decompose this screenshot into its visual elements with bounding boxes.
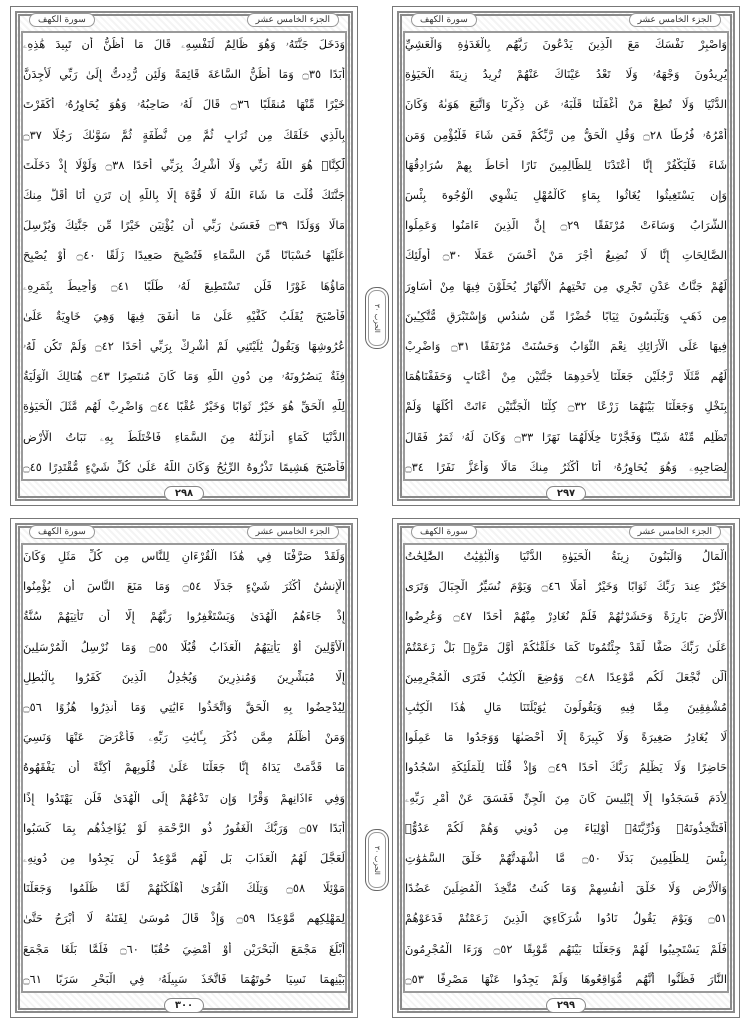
text-line: جَنَّتَكَ قُلْتَ مَا شَاءَ اللَّهُ لَا قُوَّةَ إِلَّا بِاللَّهِ إِن تَرَنِ أَنَا أَقَلَّ مِنكَ (23, 188, 345, 203)
juz-label: الجزء الخامس عشر (247, 13, 339, 27)
text-line: فَلَمْ يَسْتَجِيبُوا لَهُمْ وَجَعَلْنَا بَيْنَهُم مَّوْبِقًا ۝٥٢ وَرَءَا الْمُجْرِمُونَ (405, 941, 727, 956)
text-line: فِيهَا عَلَى الْأَرَائِكِ نِعْمَ الثَّوَابُ وَحَسُنَتْ مُرْتَفَقًا ۝٣١ وَاضْرِبْ (405, 339, 727, 354)
text-line: وَلَقَدْ صَرَّفْنَا فِي هَٰذَا الْقُرْءَانِ لِلنَّاسِ مِن كُلِّ مَثَلٍ وَكَانَ (23, 549, 345, 563)
page-number: ٢٩٧ (546, 486, 586, 501)
text-line: وَاصْبِرْ نَفْسَكَ مَعَ الَّذِينَ يَدْعُونَ رَبَّهُم بِالْغَدَوٰةِ وَالْعَشِيِّ (405, 37, 727, 51)
text-line: إِلَّا مُبَشِّرِينَ وَمُنذِرِينَ وَيُجَٰدِلُ الَّذِينَ كَفَرُوا بِالْبَٰطِلِ (23, 669, 345, 684)
text-line: لِأَدَمَ فَسَجَدُوا إِلَّا إِبْلِيسَ كَانَ مِنَ الْجِنِّ فَفَسَقَ عَنْ أَمْرِ رَبِّهِۦ (405, 790, 727, 805)
page-number: ٢٩٨ (164, 486, 204, 501)
text-line: إِذْ جَاءَهُمُ الْهُدَىٰ وَيَسْتَغْفِرُوا رَبَّهُمْ إِلَّا أَن تَأْتِيَهُمْ سُنَّةُ (23, 609, 345, 624)
text-block (405, 549, 727, 987)
text-line: خَيْرٌ عِندَ رَبِّكَ ثَوَابًا وَخَيْرٌ أَمَلًا ۝٤٦ وَيَوْمَ نُسَيِّرُ الْجِبَالَ وَتَرَى (405, 579, 727, 594)
hizb-marker (364, 283, 390, 353)
page-footer (393, 485, 739, 501)
text-line: فَأَصْبَحَ يُقَلِّبُ كَفَّيْهِ عَلَىٰ مَا أَنفَقَ فِيهَا وَهِيَ خَاوِيَةٌ عَلَىٰ (23, 308, 345, 323)
hizb-marker (364, 825, 390, 895)
text-line: لِيُدْحِضُوا بِهِ الْحَقَّ وَاتَّخَذُوا ءَايَٰتِي وَمَا أُنذِرُوا هُزُوًا ۝٥٦ (23, 700, 345, 715)
surah-label: سورة الكهف (29, 13, 95, 27)
page-number: ٣٠٠ (164, 998, 204, 1013)
text-line: النَّارَ فَظَنُّوا أَنَّهُم مُّوَاقِعُوهَا وَلَمْ يَجِدُوا عَنْهَا مَصْرِفًا ۝٥٣ (405, 971, 727, 986)
text-line: لَّٰكِنَّا۠ هُوَ اللَّهُ رَبِّي وَلَا أُشْرِكُ بِرَبِّي أَحَدًا ۝٣٨ وَلَوْلَا إِذْ دَخَلْتَ (23, 157, 345, 172)
text-line: وَإِن يَسْتَغِيثُوا يُغَاثُوا بِمَاءٍ كَالْمُهْلِ يَشْوِي الْوُجُوهَ بِئْسَ (405, 188, 727, 203)
text-line: لِصَاحِبِهِۦ وَهُوَ يُحَاوِرُهُۥ أَنَا أَكْثَرُ مِنكَ مَالًا وَأَعَزُّ نَفَرًا ۝٣٤ (405, 459, 727, 474)
page-footer (393, 997, 739, 1013)
page-300 (10, 518, 358, 1018)
hizb-marker-label: الحزب ٣٠ (373, 845, 381, 875)
text-line: أَفَتَتَّخِذُونَهُۥ وَذُرِّيَّتَهُۥ أَوْلِيَاءَ مِن دُونِي وَهُمْ لَكُمْ عَدُوٌّۢ (405, 820, 727, 835)
text-line: لَهُم مَّثَلًا رَّجُلَيْنِ جَعَلْنَا لِأَحَدِهِمَا جَنَّتَيْنِ مِنْ أَعْنَابٍ وَحَفَفْنَاهُمَا (405, 369, 727, 384)
text-line: أَبْلُغَ مَجْمَعَ الْبَحْرَيْنِ أَوْ أَمْضِيَ حُقُبًا ۝٦٠ فَلَمَّا بَلَغَا مَجْمَعَ (23, 941, 345, 956)
text-line: الْأَرْضَ بَارِزَةً وَحَشَرْنَٰهُمْ فَلَمْ نُغَادِرْ مِنْهُمْ أَحَدًا ۝٤٧ وَعُرِضُوا (405, 609, 727, 624)
text-line: بِالَّذِي خَلَقَكَ مِن تُرَابٍ ثُمَّ مِن نُّطْفَةٍ ثُمَّ سَوَّىٰكَ رَجُلًا ۝٣٧ (23, 127, 345, 142)
text-line: بَيْنِهِمَا نَسِيَا حُوتَهُمَا فَاتَّخَذَ سَبِيلَهُۥ فِي الْبَحْرِ سَرَبًا ۝٦١ (23, 971, 345, 986)
text-line: بِئْسَ لِلظَّٰلِمِينَ بَدَلًا ۝٥٠ مَّا أَشْهَدتُّهُمْ خَلْقَ السَّمَٰوَٰتِ (405, 851, 727, 866)
text-line: أَبَدًا ۝٥٧ وَرَبُّكَ الْغَفُورُ ذُو الرَّحْمَةِ لَوْ يُؤَاخِذُهُم بِمَا كَسَبُوا (23, 820, 345, 835)
text-line: تَظْلِم مِّنْهُ شَيْـًٔا وَفَجَّرْنَا خِلَالَهُمَا نَهَرًا ۝٣٣ وَكَانَ لَهُۥ ثَمَرٌ فَقَالَ (405, 429, 727, 444)
text-line: الشَّرَابُ وَسَاءَتْ مُرْتَفَقًا ۝٢٩ إِنَّ الَّذِينَ ءَامَنُوا وَعَمِلُوا (405, 218, 727, 233)
text-line: عَلَيْهَا حُسْبَانًا مِّنَ السَّمَاءِ فَتُصْبِحَ صَعِيدًا زَلَقًا ۝٤٠ أَوْ يُصْبِحَ (23, 248, 345, 263)
text-line: بِنَخْلٍ وَجَعَلْنَا بَيْنَهُمَا زَرْعًا ۝٣٢ كِلْتَا الْجَنَّتَيْنِ ءَاتَتْ أُكُلَهَا وَلَمْ (405, 399, 727, 414)
text-line: الْأَوَّلِينَ أَوْ يَأْتِيَهُمُ الْعَذَابُ قُبُلًا ۝٥٥ وَمَا نُرْسِلُ الْمُرْسَلِينَ (23, 639, 345, 654)
text-line: مَا قَدَّمَتْ يَدَاهُ إِنَّا جَعَلْنَا عَلَىٰ قُلُوبِهِمْ أَكِنَّةً أَن يَفْقَهُوهُ (23, 760, 345, 775)
hizb-marker-ornament (365, 829, 389, 891)
page-header (29, 525, 339, 539)
text-line: الدُّنْيَا وَلَا تُطِعْ مَنْ أَغْفَلْنَا قَلْبَهُۥ عَن ذِكْرِنَا وَاتَّبَعَ هَوَىٰهُ وَكَانَ (405, 97, 727, 112)
page-footer (11, 997, 357, 1013)
text-line: الْمَالُ وَالْبَنُونَ زِينَةُ الْحَيَوٰةِ الدُّنْيَا وَالْبَٰقِيَٰتُ الصَّٰلِحَٰتُ (405, 549, 727, 563)
text-line: مَاؤُهَا غَوْرًا فَلَن تَسْتَطِيعَ لَهُۥ طَلَبًا ۝٤١ وَأُحِيطَ بِثَمَرِهِۦ (23, 278, 345, 293)
text-line: عَلَىٰ رَبِّكَ صَفًّا لَّقَدْ جِئْتُمُونَا كَمَا خَلَقْنَٰكُمْ أَوَّلَ مَرَّةٍۭ بَلْ زَعَمْتُمْ (405, 639, 727, 654)
text-line: مِن ذَهَبٍ وَيَلْبَسُونَ ثِيَابًا خُضْرًا مِّن سُندُسٍ وَإِسْتَبْرَقٍ مُّتَّكِـِٔينَ (405, 308, 727, 323)
text-line: وَالْأَرْضِ وَلَا خَلْقَ أَنفُسِهِمْ وَمَا كُنتُ مُتَّخِذَ الْمُضِلِّينَ عَضُدًا (405, 881, 727, 896)
text-line: لِمَهْلِكِهِم مَّوْعِدًا ۝٥٩ وَإِذْ قَالَ مُوسَىٰ لِفَتَىٰهُ لَا أَبْرَحُ حَتَّىٰ (23, 911, 345, 926)
text-line: أَمْرُهُۥ فُرُطًا ۝٢٨ وَقُلِ الْحَقُّ مِن رَّبِّكُمْ فَمَن شَاءَ فَلْيُؤْمِن وَمَن (405, 127, 727, 142)
hizb-marker-label: الحزب ٣٠ (373, 303, 381, 333)
text-line: الدُّنْيَا كَمَاءٍ أَنزَلْنَٰهُ مِنَ السَّمَاءِ فَاخْتَلَطَ بِهِۦ نَبَاتُ الْأَرْضِ (23, 429, 345, 444)
page-footer (11, 485, 357, 501)
juz-label: الجزء الخامس عشر (629, 525, 721, 539)
text-block (405, 37, 727, 475)
text-line: خَيْرًا مِّنْهَا مُنقَلَبًا ۝٣٦ قَالَ لَهُۥ صَاحِبُهُۥ وَهُوَ يُحَاوِرُهُۥ أَكَفَرْتَ (23, 97, 345, 112)
juz-label: الجزء الخامس عشر (629, 13, 721, 27)
text-line: لَعَجَّلَ لَهُمُ الْعَذَابَ بَل لَّهُم مَّوْعِدٌ لَّن يَجِدُوا مِن دُونِهِۦ (23, 851, 345, 866)
text-block (23, 549, 345, 987)
text-line: مَالًا وَوَلَدًا ۝٣٩ فَعَسَىٰ رَبِّي أَن يُؤْتِيَنِ خَيْرًا مِّن جَنَّتِكَ وَيُرْسِلَ (23, 218, 345, 233)
text-line: وَمَنْ أَظْلَمُ مِمَّن ذُكِّرَ بِـَٔايَٰتِ رَبِّهِۦ فَأَعْرَضَ عَنْهَا وَنَسِيَ (23, 730, 345, 745)
text-line: أَلَّن نَّجْعَلَ لَكُم مَّوْعِدًا ۝٤٨ وَوُضِعَ الْكِتَٰبُ فَتَرَى الْمُجْرِمِينَ (405, 669, 727, 684)
text-line: لَهُمْ جَنَّاتُ عَدْنٍ تَجْرِي مِن تَحْتِهِمُ الْأَنْهَارُ يُحَلَّوْنَ فِيهَا مِنْ أَسَاوِرَ (405, 278, 727, 293)
text-line: مُشْفِقِينَ مِمَّا فِيهِ وَيَقُولُونَ يَٰوَيْلَتَنَا مَالِ هَٰذَا الْكِتَٰبِ (405, 700, 727, 715)
text-line: الصَّالِحَاتِ إِنَّا لَا نُضِيعُ أَجْرَ مَنْ أَحْسَنَ عَمَلًا ۝٣٠ أُولَٰئِكَ (405, 248, 727, 263)
spread-bottom (0, 512, 754, 1024)
page-number: ٢٩٩ (546, 998, 586, 1013)
text-line: مَوْئِلًا ۝٥٨ وَتِلْكَ الْقُرَىٰ أَهْلَكْنَٰهُمْ لَمَّا ظَلَمُوا وَجَعَلْنَا (23, 881, 345, 896)
surah-label: سورة الكهف (411, 13, 477, 27)
text-line: الْإِنسَٰنُ أَكْثَرَ شَيْءٍ جَدَلًا ۝٥٤ وَمَا مَنَعَ النَّاسَ أَن يُؤْمِنُوا (23, 579, 345, 594)
page-298 (10, 6, 358, 506)
text-line: شَاءَ فَلْيَكْفُرْ إِنَّا أَعْتَدْنَا لِلظَّالِمِينَ نَارًا أَحَاطَ بِهِمْ سُرَادِقُهَا (405, 157, 727, 172)
text-line: فَأَصْبَحَ هَشِيمًا تَذْرُوهُ الرِّيَٰحُ وَكَانَ اللَّهُ عَلَىٰ كُلِّ شَيْءٍ مُّقْتَدِرًا ۝٤٥ (23, 459, 345, 474)
surah-label: سورة الكهف (411, 525, 477, 539)
text-line: وَفِي ءَاذَانِهِمْ وَقْرًا وَإِن تَدْعُهُمْ إِلَى الْهُدَىٰ فَلَن يَهْتَدُوا إِذًا (23, 790, 345, 805)
text-block (23, 37, 345, 475)
page-299 (392, 518, 740, 1018)
text-line: لَا يُغَادِرُ صَغِيرَةً وَلَا كَبِيرَةً إِلَّا أَحْصَىٰهَا وَوَجَدُوا مَا عَمِلُوا (405, 730, 727, 745)
text-line: لِلَّهِ الْحَقِّ هُوَ خَيْرٌ ثَوَابًا وَخَيْرٌ عُقْبًا ۝٤٤ وَاضْرِبْ لَهُم مَّثَلَ الْحَيَوٰةِ (23, 399, 345, 414)
text-line: حَاضِرًا وَلَا يَظْلِمُ رَبُّكَ أَحَدًا ۝٤٩ وَإِذْ قُلْنَا لِلْمَلَٰئِكَةِ اسْجُدُوا (405, 760, 727, 775)
surah-label: سورة الكهف (29, 525, 95, 539)
text-line: وَدَخَلَ جَنَّتَهُۥ وَهُوَ ظَالِمٌ لِّنَفْسِهِۦ قَالَ مَا أَظُنُّ أَن تَبِيدَ هَٰذِهِۦ (23, 37, 345, 51)
juz-label: الجزء الخامس عشر (247, 525, 339, 539)
text-line: يُرِيدُونَ وَجْهَهُۥ وَلَا تَعْدُ عَيْنَاكَ عَنْهُمْ تُرِيدُ زِينَةَ الْحَيَوٰةِ (405, 67, 727, 82)
page-header (29, 13, 339, 27)
page-header (411, 13, 721, 27)
page-header (411, 525, 721, 539)
page-297 (392, 6, 740, 506)
text-line: ۝٥١ وَيَوْمَ يَقُولُ نَادُوا شُرَكَاءِيَ الَّذِينَ زَعَمْتُمْ فَدَعَوْهُمْ (405, 911, 727, 926)
text-line: عُرُوشِهَا وَيَقُولُ يَٰلَيْتَنِي لَمْ أُشْرِكْ بِرَبِّي أَحَدًا ۝٤٢ وَلَمْ تَكُن لَّهُۥ (23, 339, 345, 354)
text-line: أَبَدًا ۝٣٥ وَمَا أَظُنُّ السَّاعَةَ قَائِمَةً وَلَئِن رُّدِدتُّ إِلَىٰ رَبِّي لَأَجِدَنَّ (23, 67, 345, 82)
hizb-marker-ornament (365, 287, 389, 349)
text-line: فِئَةٌ يَنصُرُونَهُۥ مِن دُونِ اللَّهِ وَمَا كَانَ مُنتَصِرًا ۝٤٣ هُنَالِكَ الْوَلَٰيَةُ (23, 369, 345, 384)
